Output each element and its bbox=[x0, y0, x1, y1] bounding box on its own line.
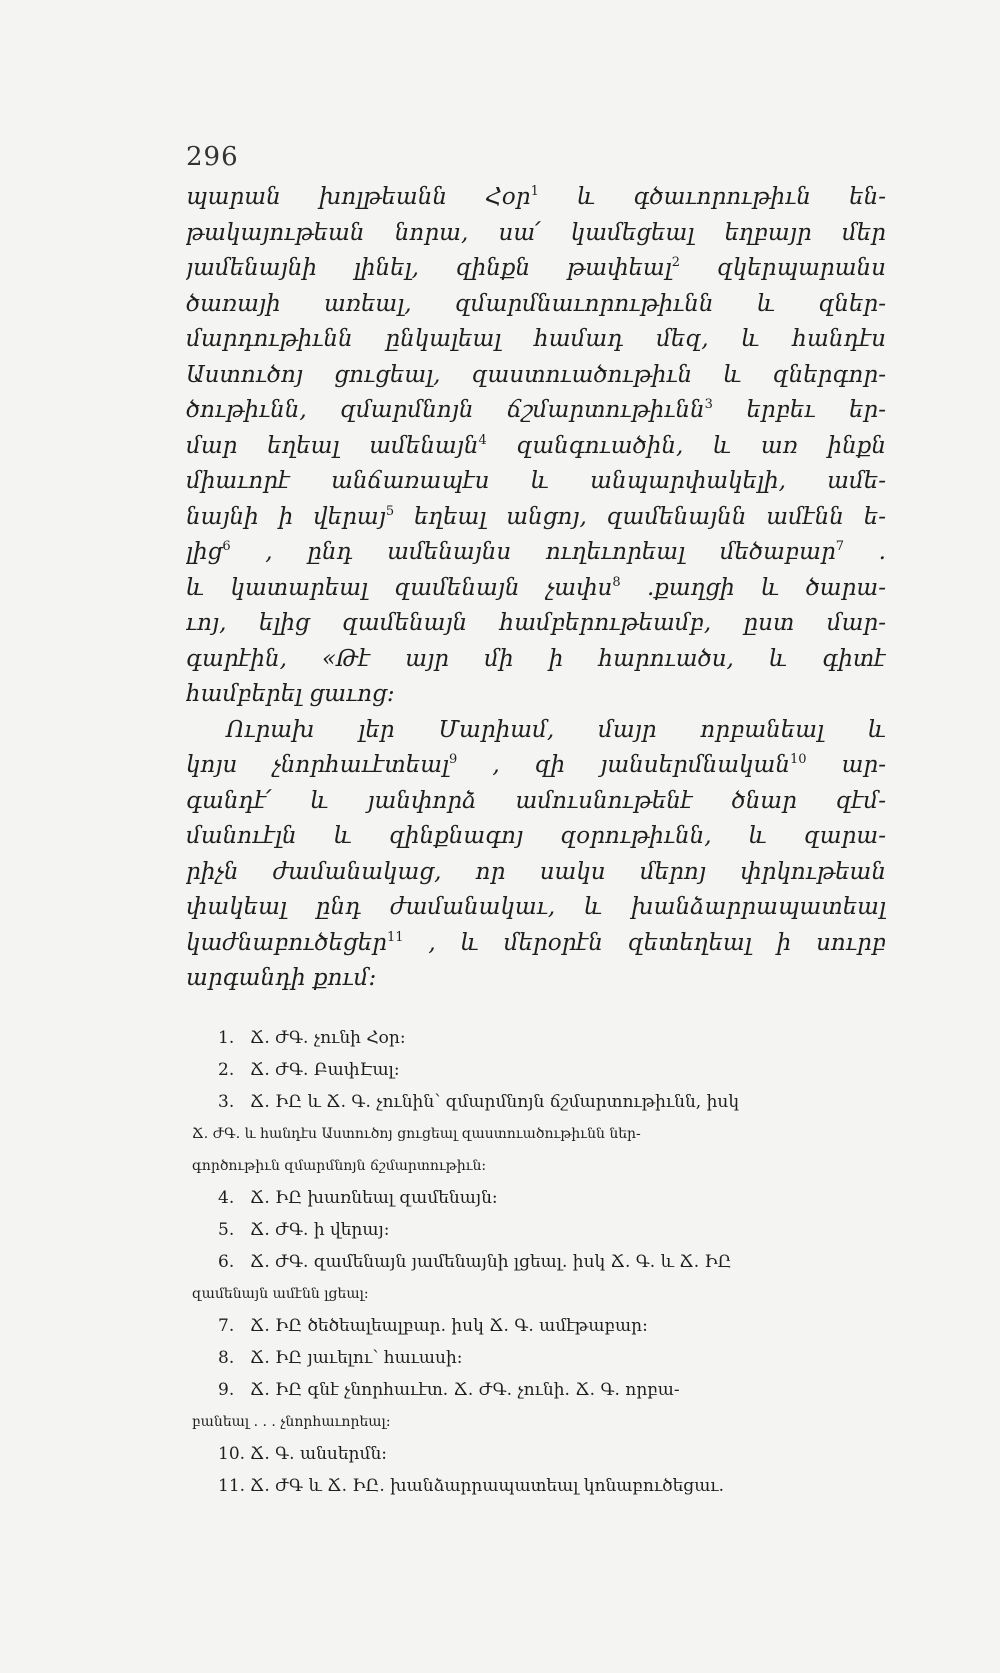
main-text bbox=[186, 180, 886, 997]
footnote-marker: 7 bbox=[835, 539, 845, 554]
footnote-text: Ճ. ԺԳ. և հանդէս Աստուծոյ ցուցեալ զաստուածութիւնն ներ- bbox=[192, 1126, 641, 1142]
footnote-line bbox=[186, 1310, 886, 1342]
text-segment: ար- bbox=[806, 752, 886, 778]
text-line bbox=[186, 784, 886, 820]
footnote-marker: 6 bbox=[222, 539, 231, 554]
footnote-text: Ճ. Գ. անսերմն: bbox=[250, 1444, 387, 1464]
footnote-text: Ճ. ԻԸ գնէ չնորհաւէտ. Ճ. ԺԳ. չունի. Ճ. Գ. որբա- bbox=[250, 1380, 680, 1400]
footnote-text: Ճ. ԻԸ և Ճ. Գ. չունին՝ զմարմնոյն ճշմարտութիւնն, իսկ bbox=[250, 1092, 740, 1112]
footnote-text: զամենայն ամէնն լցեալ: bbox=[192, 1286, 369, 1302]
footnote-marker: 2 bbox=[671, 255, 681, 270]
paragraph-1 bbox=[186, 180, 886, 713]
text-segment: յամենայնի լինել, զինքն թափեալ bbox=[186, 255, 672, 281]
text-segment: ւոյ, ելից զամենայն համբերութեամբ, ըստ մար- bbox=[186, 610, 886, 636]
text-segment: փակեալ ընդ ժամանակաւ, և խանձարրապատեալ bbox=[186, 894, 886, 920]
text-segment: մար եղեալ ամենայն bbox=[186, 432, 479, 459]
text-segment: . bbox=[844, 539, 886, 565]
text-segment: .քաղցի և ծարա- bbox=[620, 574, 886, 601]
footnote-number: 9. bbox=[218, 1380, 235, 1400]
footnote-text: Ճ. ԻԸ յաւելու՝ հաւասի: bbox=[250, 1348, 463, 1368]
text-segment: մարդութիւնն ընկալեալ համադ մեզ, և հանդէս bbox=[186, 326, 886, 352]
footnote-number: 10. bbox=[218, 1444, 246, 1464]
footnote-text: Ճ. ԺԳ և Ճ. ԻԸ. խանձարրապատեալ կոնաբուծեցաւ. bbox=[250, 1476, 724, 1496]
footnote-line bbox=[186, 1054, 886, 1086]
footnote-marker: 1 bbox=[530, 184, 539, 199]
footnote-number: 7. bbox=[218, 1316, 235, 1336]
text-line bbox=[186, 216, 886, 252]
text-segment: մանուէլն և զինքնագոյ զօրութիւնն, և զարա- bbox=[186, 823, 886, 849]
text-line bbox=[186, 642, 886, 678]
footnote-marker: 5 bbox=[385, 503, 395, 519]
text-line bbox=[186, 464, 886, 500]
footnote-text: Ճ. ԺԳ. զամենայն յամենայնի լցեալ. իսկ Ճ. Գ. և Ճ. ԻԸ bbox=[250, 1252, 732, 1272]
footnote-marker: 9 bbox=[449, 752, 458, 767]
footnote-number: 11. bbox=[218, 1476, 246, 1496]
paragraph-2 bbox=[186, 713, 886, 997]
text-segment: թակայութեան նորա, սա՛ կամեցեալ եղբայր մեր bbox=[186, 219, 886, 246]
footnote-text: բանեալ . . . չնորհաւորեալ: bbox=[192, 1414, 391, 1430]
text-segment: գարէին, «Թէ այր մի ի հարուածս, և գիտէ bbox=[186, 645, 886, 672]
text-segment: գանդէ՛ և յանփորձ ամուսնութենէ ծնար զէմ- bbox=[186, 787, 886, 814]
text-segment: կաժնաբուծեցեր bbox=[186, 929, 387, 956]
text-segment: ծութիւնն, զմարմնոյն ճշմարտութիւնն bbox=[186, 397, 705, 423]
footnote-number: 8. bbox=[218, 1348, 235, 1368]
footnote-line bbox=[186, 1086, 886, 1118]
text-segment: լից bbox=[186, 539, 223, 565]
text-line bbox=[186, 393, 886, 429]
footnote-text: Ճ. ԻԸ խառնեալ զամենայն: bbox=[250, 1188, 498, 1208]
footnote-line bbox=[186, 1214, 886, 1246]
footnote-line bbox=[186, 1118, 886, 1150]
text-segment: զկերպարանս bbox=[680, 255, 886, 281]
footnote-line bbox=[186, 1278, 886, 1310]
footnote-text: Ճ. ԻԸ ծեծեալեալբար. իսկ Ճ. Գ. ամէթաբար: bbox=[250, 1316, 648, 1336]
footnote-text: գործութիւն զմարմնոյն ճշմարտութիւն: bbox=[192, 1158, 487, 1174]
text-line bbox=[186, 535, 886, 571]
footnote-line bbox=[186, 1150, 886, 1182]
text-line bbox=[186, 890, 886, 926]
footnote-line bbox=[186, 1406, 886, 1438]
text-segment: րիչն ժամանակաց, որ սակս մերոյ փրկութեան bbox=[186, 858, 886, 885]
text-segment: զանգուածին, և առ ինքն bbox=[486, 432, 886, 459]
text-line bbox=[186, 961, 886, 997]
text-segment: եղեալ անցոյ, զամենայնն ամէնն ե- bbox=[394, 503, 886, 530]
footnote-line bbox=[186, 1342, 886, 1374]
text-line bbox=[186, 500, 886, 536]
footnote-marker: 8 bbox=[612, 574, 621, 590]
footnotes bbox=[186, 1022, 886, 1502]
text-segment: կոյս չնորհաւէտեալ bbox=[186, 752, 450, 778]
footnote-line bbox=[186, 1182, 886, 1214]
footnote-number: 3. bbox=[218, 1092, 235, 1112]
footnote-text: Ճ. ԺԳ. չունի Հօր: bbox=[250, 1028, 406, 1048]
footnote-marker: 4 bbox=[478, 432, 487, 448]
text-line bbox=[186, 287, 886, 323]
footnote-number: 2. bbox=[218, 1060, 235, 1080]
text-segment: Աստուծոյ ցուցեալ, զաստուածութիւն և զներգոր- bbox=[186, 361, 886, 388]
text-line bbox=[186, 606, 886, 642]
footnote-line bbox=[186, 1022, 886, 1054]
text-line bbox=[186, 322, 886, 358]
text-line bbox=[186, 926, 886, 962]
footnote-line bbox=[186, 1246, 886, 1278]
text-line bbox=[186, 748, 886, 784]
footnote-number: 4. bbox=[218, 1188, 235, 1208]
text-segment: միաւորէ անճառապէս և անպարփակելի, ամե- bbox=[186, 468, 886, 494]
text-segment: համբերել ցաւոց: bbox=[186, 681, 395, 707]
text-line bbox=[186, 571, 886, 607]
page-number: 296 bbox=[186, 142, 239, 172]
text-segment: պարան խոլթեանն Հօր bbox=[186, 184, 531, 210]
text-segment: Ուրախ լեր Մարիամ, մայր որբանեալ և bbox=[226, 716, 886, 743]
text-segment: , ընդ ամենայնս ուղեւորեալ մեծաբար bbox=[230, 539, 836, 565]
footnote-marker: 3 bbox=[704, 397, 713, 412]
text-line bbox=[186, 855, 886, 891]
text-segment: արգանդի քում: bbox=[186, 965, 377, 991]
footnote-number: 6. bbox=[218, 1252, 235, 1272]
footnote-line bbox=[186, 1438, 886, 1470]
footnote-marker: 10 bbox=[789, 752, 807, 767]
text-segment: ծառայի առեալ, զմարմնաւորութիւնն և զներ- bbox=[186, 290, 886, 317]
footnote-line bbox=[186, 1374, 886, 1406]
text-segment: նայնի ի վերայ bbox=[186, 503, 386, 530]
text-segment: , զի յանսերմնական bbox=[457, 752, 790, 778]
text-line bbox=[186, 429, 886, 465]
footnote-number: 5. bbox=[218, 1220, 235, 1240]
text-line bbox=[186, 713, 886, 749]
text-segment: երբեւ եր- bbox=[712, 397, 886, 423]
footnote-number: 1. bbox=[218, 1028, 235, 1048]
text-line bbox=[186, 677, 886, 713]
text-line bbox=[186, 180, 886, 216]
footnote-text: Ճ. ԺԳ. ի վերայ: bbox=[250, 1220, 390, 1240]
text-line bbox=[186, 819, 886, 855]
text-line bbox=[186, 358, 886, 394]
footnote-text: Ճ. ԺԳ. ԲափԷալ: bbox=[250, 1060, 400, 1080]
text-segment: և գծաւորութիւն են- bbox=[538, 184, 886, 210]
text-segment: և կատարեալ զամենայն չափս bbox=[186, 574, 613, 601]
text-line bbox=[186, 251, 886, 287]
text-segment: , և մերօրէն զետեղեալ ի սուրբ bbox=[403, 929, 886, 956]
footnote-line bbox=[186, 1470, 886, 1502]
footnote-marker: 11 bbox=[387, 929, 404, 945]
